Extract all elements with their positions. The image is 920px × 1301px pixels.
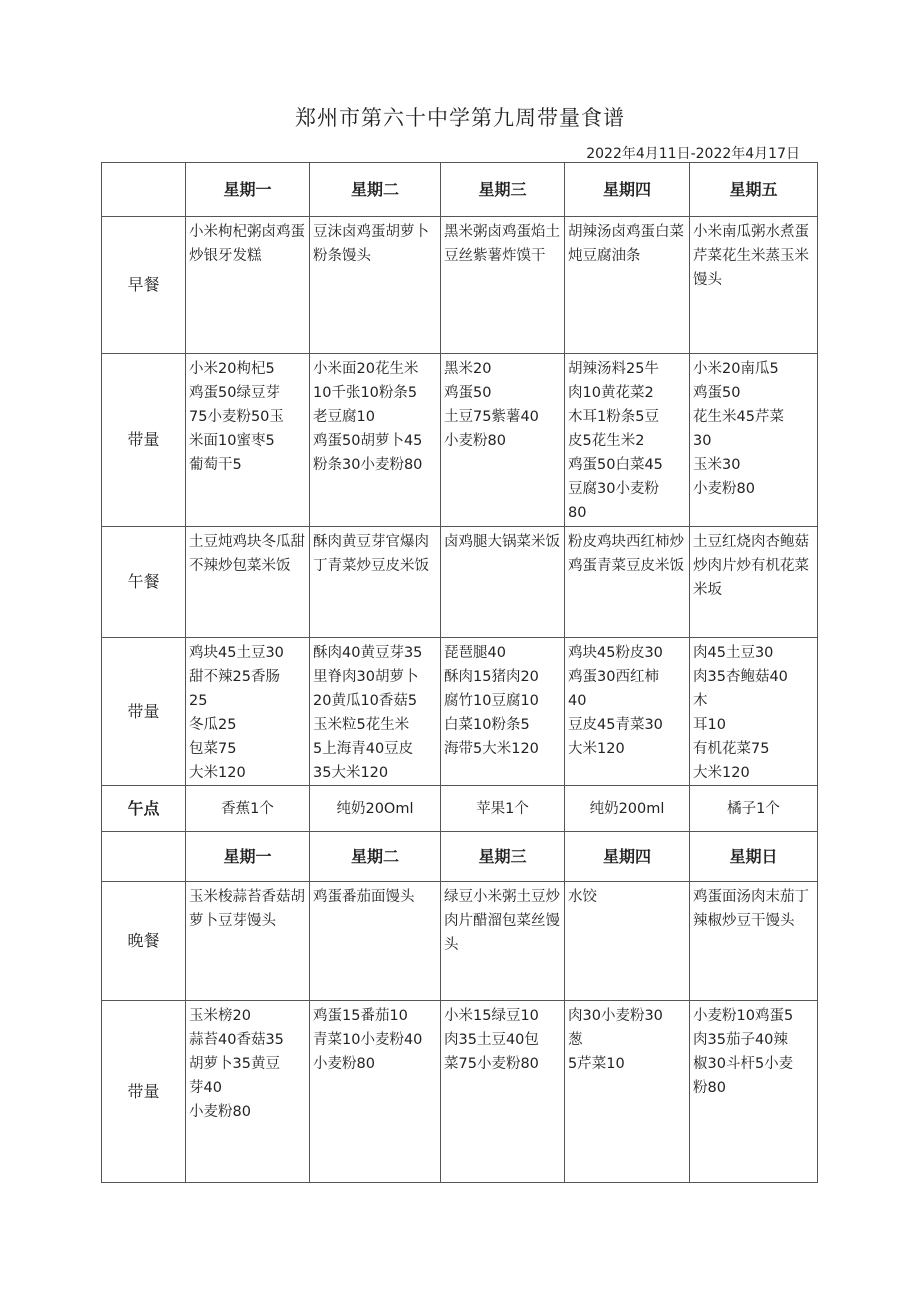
quantity-cell <box>186 354 310 527</box>
quantity-line: 80 <box>568 505 587 521</box>
quantity-cell <box>690 354 818 527</box>
quantity-line: 10千张10粉条5 <box>313 385 418 401</box>
quantity-line: 酥肉40黄豆芽35 <box>313 645 423 661</box>
quantity-line: 小麦粉80 <box>313 1056 375 1072</box>
row-label-snack: 午点 <box>102 786 186 832</box>
quantity-cell <box>441 354 565 527</box>
dinner-row <box>102 882 818 1001</box>
quantity-cell <box>565 354 690 527</box>
quantity-line: 大米120 <box>693 765 750 781</box>
quantity-line: 鸡蛋50 <box>693 385 741 401</box>
quantity-line: 蒜苔40香菇35 <box>189 1032 284 1048</box>
quantity-line: 肉35土豆40包 <box>444 1032 539 1048</box>
quantity-line: 包菜75 <box>189 741 237 757</box>
quantity-line: 葱 <box>568 1032 583 1048</box>
quantity-line: 鸡蛋50 <box>444 385 492 401</box>
snack-cell: 香蕉1个 <box>186 786 310 832</box>
quantity-line: 35大米120 <box>313 765 389 781</box>
lunch-row <box>102 527 818 638</box>
row-label-quantity: 带量 <box>102 354 186 527</box>
quantity-line: 肉30小麦粉30 <box>568 1008 663 1024</box>
quantity-line: 粉条30小麦粉80 <box>313 457 423 473</box>
quantity-line: 青菜10小麦粉40 <box>313 1032 423 1048</box>
quantity-line: 耳10 <box>693 717 726 733</box>
quantity-line: 小麦粉80 <box>693 481 755 497</box>
quantity-line: 老豆腐10 <box>313 409 375 425</box>
quantity-line: 鸡块45粉皮30 <box>568 645 663 661</box>
quantity-line: 鸡蛋15番茄10 <box>313 1008 408 1024</box>
header-day: 星期日 <box>690 832 818 882</box>
quantity-line: 玉米榜20 <box>189 1008 251 1024</box>
quantity-line: 里脊肉30胡萝卜 <box>313 669 419 685</box>
breakfast-cell: 豆沫卤鸡蛋胡萝卜粉条馒头 <box>310 217 441 354</box>
quantity-line: 小米20枸杞5 <box>189 361 275 377</box>
row-label-lunch: 午餐 <box>102 527 186 638</box>
snack-cell: 橘子1个 <box>690 786 818 832</box>
quantity-cell <box>690 638 818 786</box>
quantity-line: 玉米粒5花生米 <box>313 717 410 733</box>
quantity-line: 木 <box>693 693 708 709</box>
quantity-line: 米面10蜜枣5 <box>189 433 275 449</box>
quantity-line: 鸡块45土豆30 <box>189 645 284 661</box>
header-day: 星期四 <box>565 163 690 217</box>
quantity-line: 甜不辣25香肠 <box>189 669 280 685</box>
quantity-line: 小米15绿豆10 <box>444 1008 539 1024</box>
row-label-dinner: 晚餐 <box>102 882 186 1001</box>
quantity-cell <box>565 638 690 786</box>
quantity-line: 25 <box>189 693 208 709</box>
row-label-breakfast: 早餐 <box>102 217 186 354</box>
dinner-cell: 水饺 <box>565 882 690 1001</box>
quantity-line: 海带5大米120 <box>444 741 539 757</box>
quantity-line: 椒30斗杆5小麦 <box>693 1056 794 1072</box>
quantity-cell <box>186 1001 310 1183</box>
quantity-cell <box>565 1001 690 1183</box>
corner-cell <box>102 832 186 882</box>
header-row-2 <box>102 832 818 882</box>
quantity-line: 琵琶腿40 <box>444 645 506 661</box>
quantity-line: 20黄瓜10香菇5 <box>313 693 418 709</box>
quantity-line: 30 <box>693 433 712 449</box>
quantity-cell <box>441 638 565 786</box>
lunch-cell: 土豆炖鸡块冬瓜甜不辣炒包菜米饭 <box>186 527 310 638</box>
quantity-line: 大米120 <box>568 741 625 757</box>
quantity-line: 黑米20 <box>444 361 492 377</box>
quantity-line: 玉米30 <box>693 457 741 473</box>
quantity-cell <box>310 1001 441 1183</box>
quantity-line: 芽40 <box>189 1080 222 1096</box>
quantity-line: 5上海青40豆皮 <box>313 741 414 757</box>
lunch-qty-row <box>102 638 818 786</box>
breakfast-cell: 小米南瓜粥水煮蛋芹菜花生米蒸玉米馒头 <box>690 217 818 354</box>
lunch-cell: 土豆红烧肉杏鲍菇炒肉片炒有机花菜米坂 <box>690 527 818 638</box>
snack-cell: 纯奶20Oml <box>310 786 441 832</box>
quantity-cell <box>310 638 441 786</box>
quantity-line: 75小麦粉50玉 <box>189 409 284 425</box>
quantity-line: 菜75小麦粉80 <box>444 1056 539 1072</box>
quantity-cell <box>186 638 310 786</box>
quantity-line: 小麦粉80 <box>444 433 506 449</box>
quantity-line: 木耳1粉条5豆 <box>568 409 659 425</box>
quantity-line: 鸡蛋50白菜45 <box>568 457 663 473</box>
lunch-cell: 粉皮鸡块西红柿炒鸡蛋青菜豆皮米饭 <box>565 527 690 638</box>
quantity-line: 小麦粉10鸡蛋5 <box>693 1008 794 1024</box>
menu-table <box>101 162 818 1183</box>
row-label-quantity: 带量 <box>102 638 186 786</box>
header-day: 星期一 <box>186 163 310 217</box>
quantity-line: 腐竹10豆腐10 <box>444 693 539 709</box>
date-range: 2022年4月11日-2022年4月17日 <box>586 146 800 162</box>
quantity-line: 鸡蛋50胡萝卜45 <box>313 433 423 449</box>
quantity-line: 小米20南瓜5 <box>693 361 779 377</box>
quantity-line: 花生米45芹菜 <box>693 409 784 425</box>
row-label-quantity: 带量 <box>102 1001 186 1183</box>
quantity-line: 小麦粉80 <box>189 1104 251 1120</box>
quantity-line: 鸡蛋30西红柿 <box>568 669 659 685</box>
quantity-cell <box>310 354 441 527</box>
breakfast-row <box>102 217 818 354</box>
quantity-line: 40 <box>568 693 587 709</box>
lunch-cell: 酥肉黄豆芽官爆肉丁青菜炒豆皮米饭 <box>310 527 441 638</box>
quantity-line: 豆腐30小麦粉 <box>568 481 659 497</box>
header-day: 星期二 <box>310 832 441 882</box>
quantity-line: 葡萄干5 <box>189 457 242 473</box>
quantity-line: 冬瓜25 <box>189 717 237 733</box>
page-title: 郑州市第六十中学第九周带量食谱 <box>295 106 625 130</box>
quantity-line: 白菜10粉条5 <box>444 717 530 733</box>
quantity-line: 豆皮45青菜30 <box>568 717 663 733</box>
dinner-cell: 绿豆小米粥土豆炒肉片醋溜包菜丝馒头 <box>441 882 565 1001</box>
dinner-cell: 玉米梭蒜苔香菇胡萝卜豆芽馒头 <box>186 882 310 1001</box>
header-day: 星期三 <box>441 832 565 882</box>
breakfast-cell: 小米枸杞粥卤鸡蛋炒银牙发糕 <box>186 217 310 354</box>
quantity-line: 皮5花生米2 <box>568 433 645 449</box>
quantity-line: 有机花菜75 <box>693 741 770 757</box>
header-day: 星期三 <box>441 163 565 217</box>
quantity-line: 肉35杏鲍菇40 <box>693 669 788 685</box>
breakfast-cell: 黑米粥卤鸡蛋焰土豆丝紫薯炸馍干 <box>441 217 565 354</box>
header-day: 星期二 <box>310 163 441 217</box>
quantity-line: 肉10黄花菜2 <box>568 385 654 401</box>
dinner-cell: 鸡蛋番茄面馒头 <box>310 882 441 1001</box>
lunch-cell: 卤鸡腿大锅菜米饭 <box>441 527 565 638</box>
quantity-line: 粉80 <box>693 1080 726 1096</box>
quantity-line: 土豆75紫薯40 <box>444 409 539 425</box>
quantity-line: 胡辣汤料25牛 <box>568 361 659 377</box>
corner-cell <box>102 163 186 217</box>
quantity-line: 肉35茄子40辣 <box>693 1032 788 1048</box>
header-row <box>102 163 818 217</box>
quantity-cell <box>690 1001 818 1183</box>
header-day: 星期一 <box>186 832 310 882</box>
quantity-cell <box>441 1001 565 1183</box>
breakfast-qty-row <box>102 354 818 527</box>
snack-cell: 苹果1个 <box>441 786 565 832</box>
quantity-line: 酥肉15猪肉20 <box>444 669 539 685</box>
dinner-cell: 鸡蛋面汤肉末茄丁辣椒炒豆干馒头 <box>690 882 818 1001</box>
quantity-line: 肉45土豆30 <box>693 645 774 661</box>
header-day: 星期五 <box>690 163 818 217</box>
quantity-line: 5芹菜10 <box>568 1056 625 1072</box>
header-day: 星期四 <box>565 832 690 882</box>
breakfast-cell: 胡辣汤卤鸡蛋白菜炖豆腐油条 <box>565 217 690 354</box>
quantity-line: 小米面20花生米 <box>313 361 419 377</box>
quantity-line: 鸡蛋50绿豆芽 <box>189 385 280 401</box>
snack-row <box>102 786 818 832</box>
dinner-qty-row <box>102 1001 818 1183</box>
snack-cell: 纯奶200ml <box>565 786 690 832</box>
quantity-line: 大米120 <box>189 765 246 781</box>
quantity-line: 胡萝卜35黄豆 <box>189 1056 280 1072</box>
